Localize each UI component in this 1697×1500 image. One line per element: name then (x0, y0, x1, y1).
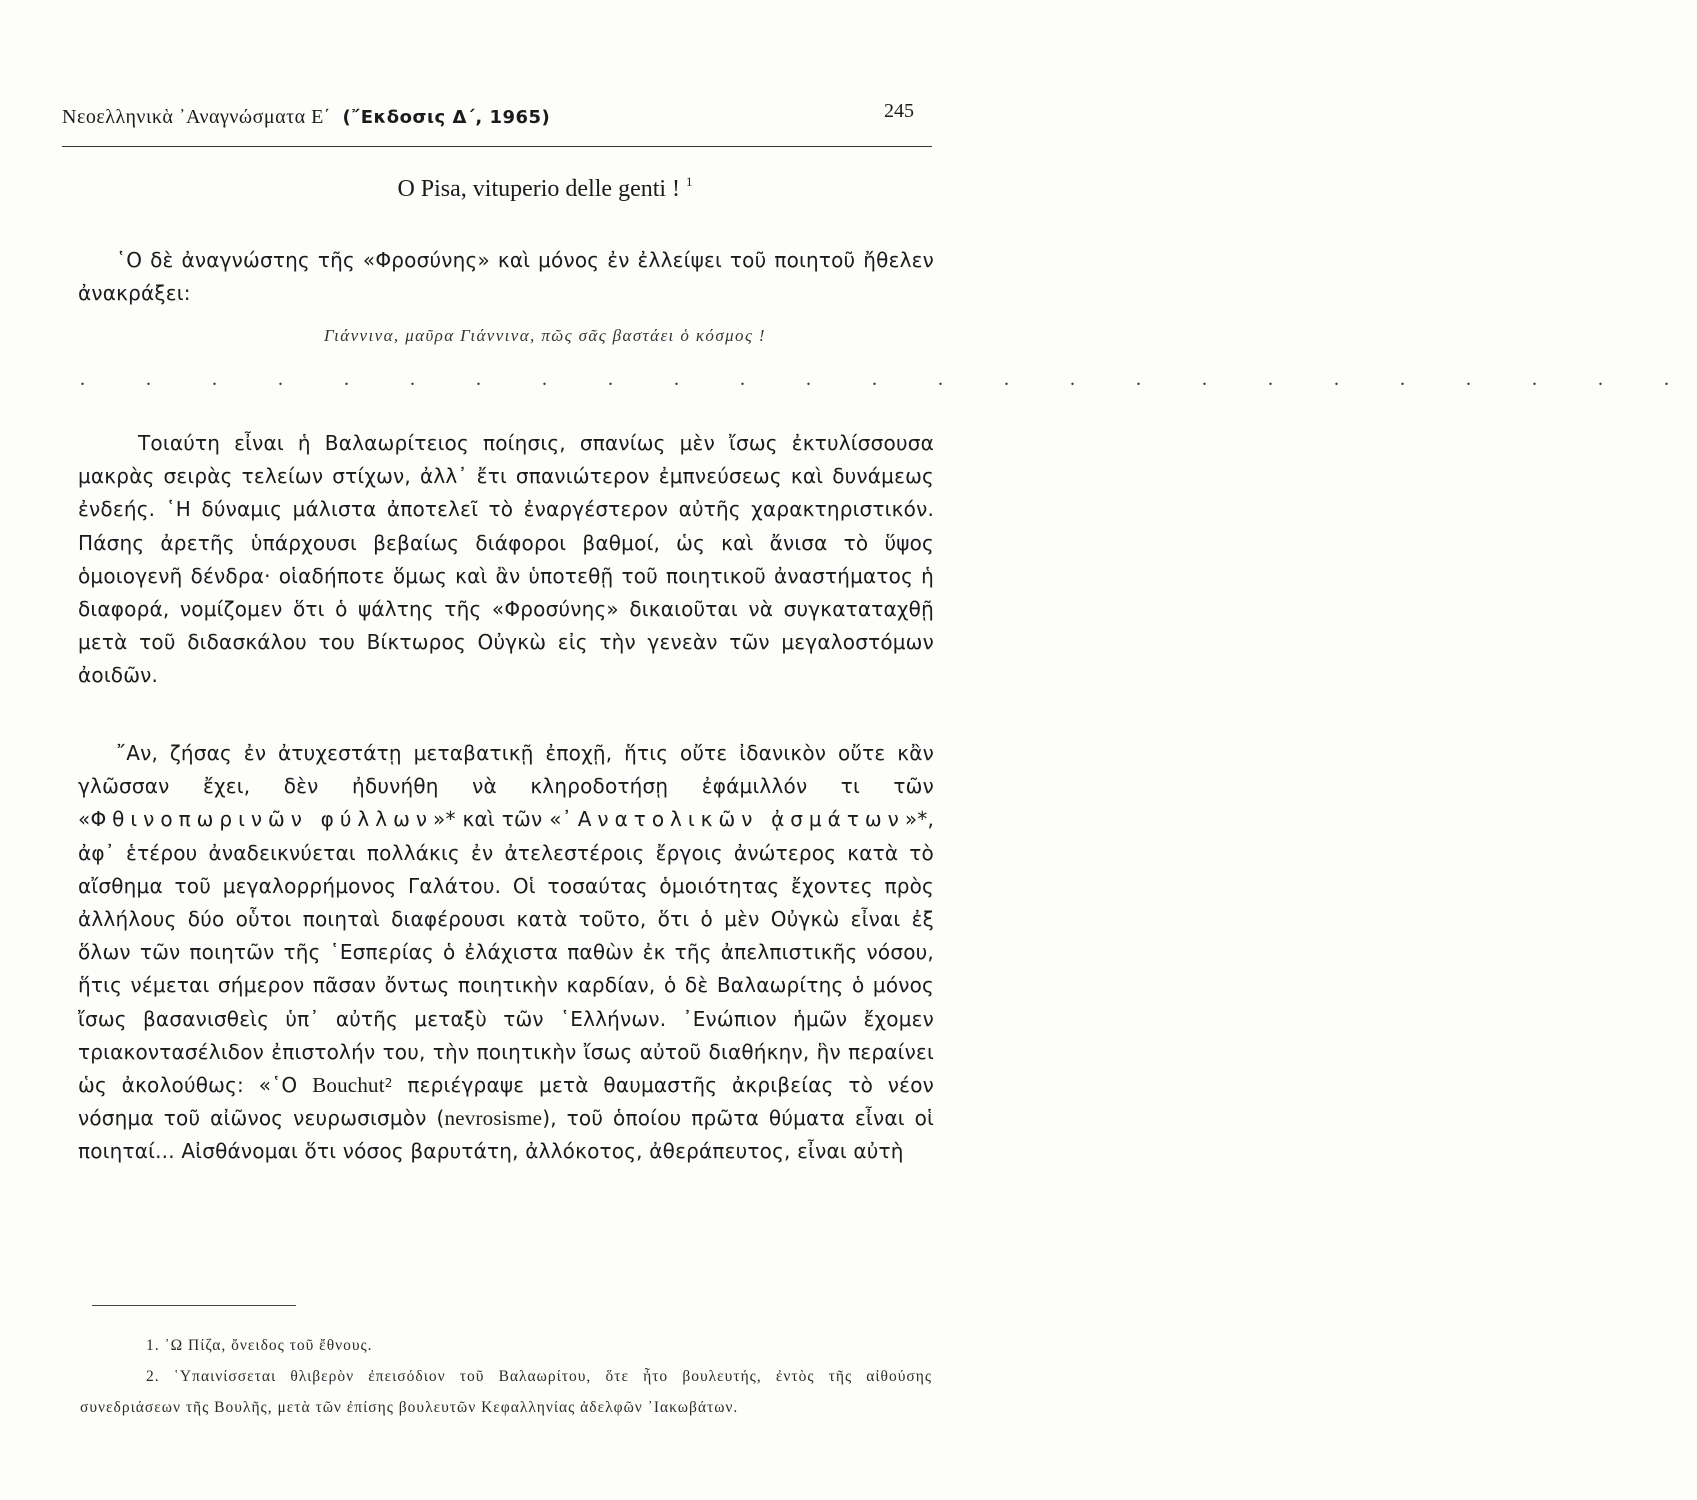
paragraph-2 (78, 737, 934, 1169)
paragraph-2-part-2: »* καὶ τῶν « (433, 807, 562, 832)
paragraph-2-part-5: ), τοῦ ὁποίου πρῶτα θύματα εἶναι οἱ ποιηταί... Αἰσθάνομαι ὅτι νόσος βαρυτάτη, ἀλλόκοτος, ἀθεράπευτος, εἶναι αὐτὴ (78, 1106, 934, 1164)
epigraph-text: O Pisa, vituperio delle genti ! (397, 176, 681, 202)
paragraph-2-part-4: περιέγραψε μετὰ θαυμαστῆς ἀκριβείας τὸ νέον νόσημα τοῦ αἰῶνος νευρωσισμὸν ( (78, 1073, 934, 1131)
footnote-ref-1: 1 (686, 174, 693, 189)
footnote-2: 2. ῾Υπαινίσσεται θλιβερὸν ἐπεισόδιον τοῦ Βαλαωρίτου, ὅτε ἦτο βουλευτής, ἐντὸς τῆς αἰθούσης συνεδριάσεων τῆς Βουλῆς, μετὰ τῶν ἐπίσης βουλευτῶν Κεφαλληνίας ἀδελφῶν ᾿Ιακωβάτων. (80, 1368, 932, 1416)
work-title-anatolika: ᾿Ανατολικῶν ᾀσμάτων (561, 807, 905, 832)
intro-paragraph: ῾Ο δὲ ἀναγνώστης τῆς «Φροσύνης» καὶ μόνος ἐν ἐλλείψει τοῦ ποιητοῦ ἤθελεν ἀνακράξει: (78, 248, 934, 306)
name-bouchut: Bouchut (312, 1073, 385, 1098)
paragraph-2-part-1: ῎Αν, ζήσας ἐν ἀτυχεστάτῃ μεταβατικῇ ἐποχῇ, ἥτις οὔτε ἰδανικὸν οὔτε κἂν γλῶσσαν ἔχει, δὲν ἠδυνήθη νὰ κληροδοτήσῃ ἐφάμιλλόν τι τῶν « (78, 741, 934, 832)
paragraph-2-part-3: »*, ἀφ᾿ ἑτέρου ἀναδεικνύεται πολλάκις ἐν ἀτελεστέροις ἔργοις ἀνώτερος κατὰ τὸ αἴσθημα τοῦ μεγαλορρήμονος Γαλάτου. Οἱ τοσαύτας ὁμοιότητας ἔχοντες πρὸς ἀλλήλους δύο οὗτοι ποιηταὶ διαφέρουσι κατὰ τοῦτο, ὅτι ὁ μὲν Οὐγκὼ εἶναι ἐξ ὅλων τῶν ποιητῶν τῆς ῾Εσπερίας ὁ ἐλάχιστα παθὼν ἐκ τῆς ἀπελπιστικῆς νόσου, ἥτις νέμεται σήμερον πᾶσαν ὄντως ποιητικὴν καρδίαν, ὁ δὲ Βαλαωρίτης ὁ μόνος ἴσως βασανισθεὶς ὑπ᾿ αὐτῆς μεταξὺ τῶν ῾Ελλήνων. ᾿Ενώπιον ἡμῶν ἔχομεν τριακοντασέλιδον ἐπιστολήν του, τὴν ποιητικὴν ἴσως αὐτοῦ διαθήκην, ἣν περαίνει ὡς ἀκολούθως: «῾Ο (78, 807, 935, 1098)
page-number: 245 (884, 100, 914, 122)
running-title (62, 106, 550, 129)
running-title-text: Νεοελληνικὰ ᾿Αναγνώσματα Ε΄ (62, 106, 331, 128)
footnote-1: 1. ᾿Ω Πίζα, ὄνειδος τοῦ ἔθνους. (146, 1337, 373, 1354)
epigraph (0, 176, 1090, 203)
page-header (62, 100, 932, 147)
footnotes (80, 1330, 932, 1423)
footnote-ref-2: 2 (384, 1076, 393, 1091)
work-title-fthinoporina: Φθινοπωρινῶν φύλλων (90, 807, 434, 832)
footnote-divider (92, 1305, 296, 1306)
ellipsis-separator: . . . . . . . . . . . . . . . . . . . . . . . . . (80, 368, 1697, 390)
quoted-verse: Γιάννινα, μαῦρα Γιάννινα, πῶς σᾶς βαστάει ὁ κόσμος ! (324, 326, 766, 345)
term-nevrosisme: nevrosisme (444, 1106, 543, 1131)
paragraph-1: Τοιαύτη εἶναι ἡ Βαλαωρίτειος ποίησις, σπανίως μὲν ἴσως ἐκτυλίσσουσα μακρὰς σειρὰς τελείων στίχων, ἀλλ᾿ ἔτι σπανιώτερον ἐμπνεύσεως καὶ δυνάμεως ἐνδεής. ῾Η δύναμις μάλιστα ἀποτελεῖ τὸ ἐναργέστερον αὐτῆς χαρακτηριστικόν. Πάσης ἀρετῆς ὑπάρχουσι βεβαίως διάφοροι βαθμοί, ὡς καὶ ἄνισα τὸ ὕψος ὁμοιογενῆ δένδρα· οἱαδήποτε ὅμως καὶ ἂν ὑποτεθῇ τοῦ ποιητικοῦ ἀναστήματος ἡ διαφορά, νομίζομεν ὅτι ὁ ψάλτης τῆς «Φροσύνης» δικαιοῦται νὰ συγκαταταχθῇ μετὰ τοῦ διδασκάλου του Βίκτωρος Οὐγκὼ εἰς τὴν γενεὰν τῶν μεγαλοστόμων ἀοιδῶν. (78, 431, 934, 688)
edition-label: (῎Εκδοσις Δ΄, 1965) (342, 107, 551, 128)
